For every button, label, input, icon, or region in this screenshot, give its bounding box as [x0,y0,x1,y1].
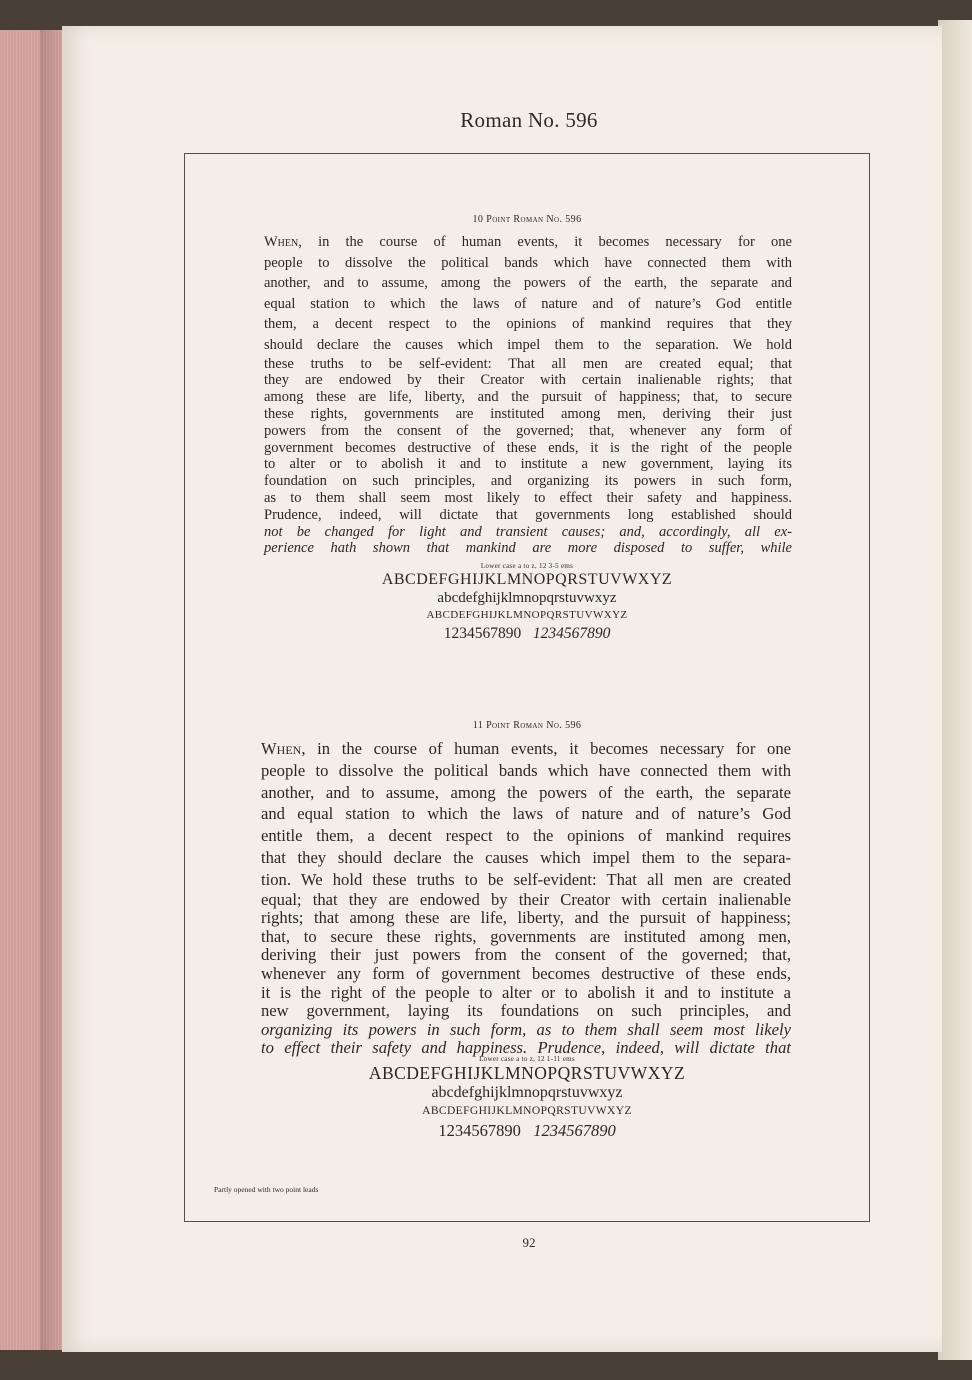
section-10pt-italic-line: not be changed for light and transient causes; and, accordingly, all ex- [264,523,792,540]
section-10pt-line: When, in the course of human events, it becomes necessary for one [264,234,792,250]
section-11pt-line: people to dissolve the political bands which have connected them with [261,760,791,780]
section-11pt-heading [260,720,794,731]
section-10pt-heading [260,214,794,225]
section-10pt-line: as to them shall seem most likely to effect their safety and happiness. [264,489,792,506]
section-10pt-line: should declare the causes which impel them to the separation. We hold [264,336,792,353]
section-11pt-line: that, to secure these rights, governments are instituted among men, [261,926,791,946]
section-10pt-figures [260,624,794,644]
section-10pt-digits-italic: 1234567890 [532,625,611,642]
section-10pt-line: these truths to be self-evident: That all men are created equal; that [264,355,792,372]
section-11pt-figures [260,1120,794,1141]
section-11pt-line: rights; that among these are life, liberty, and the pursuit of happiness; [261,908,791,928]
section-11pt-digits-italic: 1234567890 [533,1121,616,1140]
spine-shadow [40,30,64,1350]
leading-footnote: Partly opened with two point leads [214,1185,319,1194]
section-10pt-line: Prudence, indeed, will dictate that governments long established should [264,506,792,523]
page-title: Roman No. 596 [460,108,598,132]
section-10pt-lowercase: abcdefghijklmnopqrstuvwxyz [437,590,617,606]
section-11pt-digits: 1234567890 [438,1121,521,1140]
section-10pt-line: foundation on such principles, and organizing its powers in such form, [264,473,792,490]
section-10pt-digits: 1234567890 [443,625,522,642]
section-10pt-italic-line: perience hath shown that mankind are more disposed to suffer, while [264,540,792,557]
section-11pt-body [261,738,791,1058]
facing-page-edge [938,20,972,1360]
section-11pt-size: 11 [472,720,484,731]
section-11pt-italic-line: organizing its powers in such form, as to them shall seem most likely [261,1019,791,1039]
section-11pt-line: tion. We hold these truths to be self-evident: That all men are created [261,869,791,889]
section-10pt-line: them, a decent respect to the opinions of mankind requires that they [264,316,792,333]
section-10pt-body [264,232,792,557]
section-10pt-line: to alter or to abolish it and to institute a new government, laying its [264,456,792,473]
section-10pt-lead: When [264,234,299,250]
section-11pt-lowercase: abcdefghijklmnopqrstuvwxyz [431,1084,623,1101]
section-10pt-caps: ABCDEFGHIJKLMNOPQRSTUVWXYZ [381,571,673,588]
section-11pt-line: entitle them, a decent respect to the opinions of mankind requires [261,826,791,846]
section-11pt-line: it is the right of the people to alter or to abolish it and to institute a [261,982,791,1002]
section-11pt-caps: ABCDEFGHIJKLMNOPQRSTUVWXYZ [368,1063,686,1083]
section-11pt-note: Lower case a to z, 12 1-11 ems [479,1055,575,1063]
section-10pt-alphabet [260,562,794,644]
section-10pt-label: Point Roman No. 596 [486,214,582,225]
section-11pt-label: Point Roman No. 596 [486,720,582,731]
section-11pt-line: whenever any form of government becomes destructive of these ends, [261,963,791,983]
section-11pt-line: that they should declare the causes which impel them to the separa- [261,847,791,867]
section-11pt-line: When, in the course of human events, it becomes necessary for one [261,739,791,758]
section-10pt-size: 10 [472,214,484,225]
section-11pt-line: new government, laying its foundations on such principles, and [261,1001,791,1021]
section-11pt-lead: When [261,739,302,758]
section-11pt-alphabet [260,1055,794,1141]
section-10pt-line: equal station to which the laws of nature and of nature’s God entitle [264,295,792,312]
page-number: 92 [522,1235,536,1250]
section-10pt-line: another, and to assume, among the powers of the earth, the separate and [264,275,792,292]
section-11pt-line: equal; that they are endowed by their Creator with certain inalienable [261,889,791,909]
section-10pt-small-caps: ABCDEFGHIJKLMNOPQRSTUVWXYZ [426,609,628,621]
section-10pt-line: they are endowed by their Creator with certain inalienable rights; that [264,372,792,389]
section-10pt-line: government becomes destructive of these ends, it is the right of the people [264,439,792,456]
section-10pt-line: among these are life, liberty, and the pursuit of happiness; that, to secure [264,389,792,406]
section-10pt-line: these rights, governments are instituted among men, deriving their just [264,405,792,422]
section-10pt-line: powers from the consent of the governed; that, whenever any form of [264,422,792,439]
section-10pt-line: people to dissolve the political bands which have connected them with [264,254,792,271]
section-10pt-note: Lower case a to z, 12 3-5 ems [480,562,574,570]
section-11pt-line: and equal station to which the laws of nature and of nature’s God [261,804,791,824]
section-11pt-line: deriving their just powers from the consent of the governed; that, [261,945,791,965]
section-11pt-italic-line: to effect their safety and happiness. Prudence, indeed, will dictate that [261,1038,791,1058]
section-11pt-small-caps: ABCDEFGHIJKLMNOPQRSTUVWXYZ [422,1105,632,1117]
section-11pt-line: another, and to assume, among the powers of the earth, the separate [261,782,791,802]
